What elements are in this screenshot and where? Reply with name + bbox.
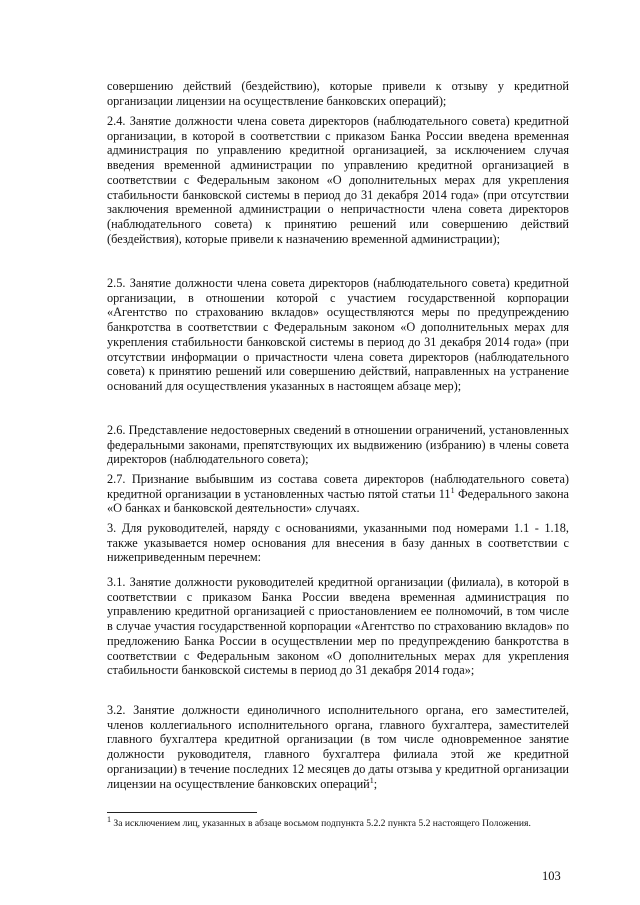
paragraph-2-7-text-b: Федерального закона «О банках и банковской деятельности» случаях. [107,486,569,516]
paragraph-3-2-text-a: 3.2. Занятие должности единоличного исполнительного органа, его заместителей, членов коллегиального исполнительного органа, главного бухгалтера, заместителей главного бухгалтера кредитной организации (в том числе одновременное занятие должности руководителя, главного бухгалтера филиала этой же кредитной организации) в течение последних 12 месяцев до даты отзыва у кредитной организации лицензии на осуществление банковских операций [107,703,569,791]
footnote-mark: 1 [107,814,111,824]
footnote-text: За исключением лиц, указанных в абзаце восьмом подпункта 5.2.2 пункта 5.2 настоящего Положения. [111,818,531,829]
footnote [107,814,569,830]
footnote-divider [107,812,257,813]
paragraph-2-7-text-a: 2.7. Признание выбывшим из состава совета директоров (наблюдательного совета) кредитной организации в установленных частью пятой статьи 11 [107,472,569,501]
paragraph-2-6: 2.6. Представление недостоверных сведений в отношении ограничений, установленных федеральными законами, препятствующих их выдвижению (избранию) в члены совета директоров (наблюдательного совета); [107,423,569,467]
paragraph-3-1: 3.1. Занятие должности руководителей кредитной организации (филиала), в которой в соответствии с приказом Банка России введена временная администрация по управлению кредитной организацией с приостановлением ее полномочий, в том числе в случае участия государственной корпорации «Агентство по страхованию вкладов» по предложению Банка России в осуществлении мер по предупреждению банкротства в соответствии с Федеральным законом «О дополнительных мерах для укрепления стабильности банковской системы в период до 31 декабря 2014 года»; [107,575,569,678]
paragraph-3-2 [107,703,569,791]
paragraph-3: 3. Для руководителей, наряду с основаниями, указанными под номерами 1.1 - 1.18, также указывается номер основания для внесения в базу данных в соответствии с нижеприведенным перечнем: [107,521,569,565]
superscript-article-11: 1 [450,485,455,495]
paragraph-3-2-text-b: ; [373,776,378,791]
footnote-reference: 1 [369,775,374,785]
paragraph-2-7 [107,472,569,516]
page-number: 103 [542,869,561,883]
paragraph-2-4: 2.4. Занятие должности члена совета директоров (наблюдательного совета) кредитной организации, в которой в соответствии с приказом Банка России введена временная администрация по управлению кредитной организацией, за исключением случая введения временной администрации по управлению кредитной организацией в соответствии с Федеральным законом «О дополнительных мерах для укрепления стабильности банковской системы в период до 31 декабря 2014 года» (при отсутствии заключения временной администрации о непричастности члена совета директоров (наблюдательного совета) к принятию решений или совершению действий (бездействия), которые привели к назначению временной администрации); [107,114,569,246]
paragraph-continuation: совершению действий (бездействию), которые привели к отзыву у кредитной организации лицензии на осуществление банковских операций); [107,79,569,108]
paragraph-2-5: 2.5. Занятие должности члена совета директоров (наблюдательного совета) кредитной организации, в отношении которой с участием государственной корпорации «Агентство по страхованию вкладов» осуществляются меры по предупреждению банкротства в соответствии с Федеральным законом «О дополнительных мерах для укрепления стабильности банковской системы в период до 31 декабря 2014 года» (при отсутствии информации о причастности члена совета директоров (наблюдательного совета) к принятию решений или совершению действий, направленных на устранение оснований для осуществления указанных в настоящем абзаце мер); [107,276,569,393]
